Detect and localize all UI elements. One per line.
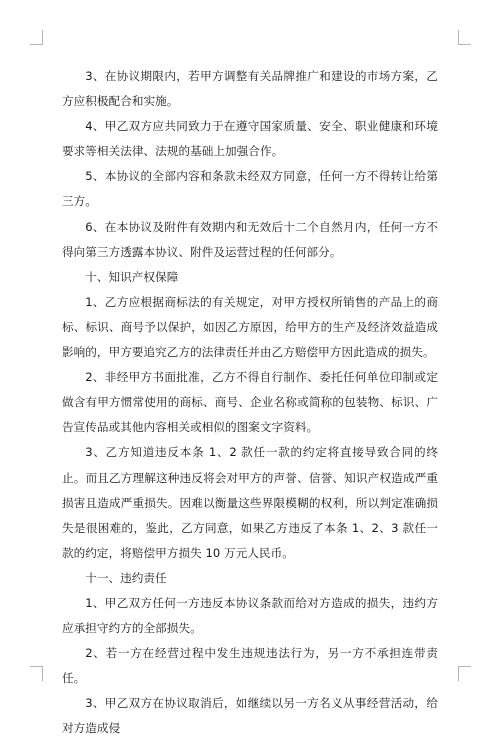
clause-11-2: 2、若一方在经营过程中发生违规违法行为，另一方不承担连带责任。 xyxy=(62,646,438,686)
clause-10-1: 1、乙方应根据商标法的有关规定，对甲方授权所销售的产品上的商标、标识、商号予以保护，如因乙方原因，给甲方的生产及经济效益造成影响的，甲方要追究乙方的法律责任并由乙方赔偿甲方因此造成的损失。 xyxy=(62,294,438,360)
crop-mark-top-right xyxy=(458,30,471,45)
clause-10-2: 2、非经甲方书面批准，乙方不得自行制作、委托任何单位印制或定做含有甲方惯常使用的商标、商号、企业名称或简称的包装物、标识、广告宣传品或其他内容相关或相似的图案文字资料。 xyxy=(62,370,438,435)
clause-11-3: 3、甲乙双方在协议取消后，如继续以另一方名义从事经营活动，给对方造成侵 xyxy=(62,696,438,736)
clause-9-6: 6、在本协议及附件有效期内和无效后十二个自然月内，任何一方不得向第三方透露本协议、附件及运营过程的任何部分。 xyxy=(62,219,438,259)
clause-9-3: 3、在协议期限内，若甲方调整有关品牌推广和建设的市场方案，乙方应积极配合和实施。 xyxy=(62,69,438,109)
section-heading-ip: 十、知识产权保障 xyxy=(85,269,179,284)
clause-9-4: 4、甲乙双方应共同致力于在遵守国家质量、安全、职业健康和环境要求等相关法律、法规的基础上加强合作。 xyxy=(62,119,438,159)
crop-mark-bottom-left xyxy=(30,666,43,681)
clause-9-5: 5、本协议的全部内容和条款未经双方同意，任何一方不得转让给第三方。 xyxy=(62,169,438,209)
crop-mark-bottom-right xyxy=(458,666,471,681)
clause-10-3: 3、乙方知道违反本条 1、2 款任一款的约定将直接导致合同的终止。而且乙方理解这种违反将会对甲方的声誉、信誉、知识产权造成严重损害且造成严重损失。因难以衡量这些界限模糊的权利，所以判定准确损失是很困难的，鉴此，乙方同意，如果乙方违反了本条 1、2、3 款任一款的约定，将赔偿甲方损失 10 万元人民币。 xyxy=(62,445,438,560)
clause-11-1: 1、甲乙双方任何一方违反本协议条款而给对方造成的损失，违约方应承担守约方的全部损失。 xyxy=(62,595,438,636)
document-body xyxy=(62,64,438,742)
section-heading-liability: 十一、违约责任 xyxy=(85,570,167,585)
crop-mark-top-left xyxy=(30,30,43,45)
